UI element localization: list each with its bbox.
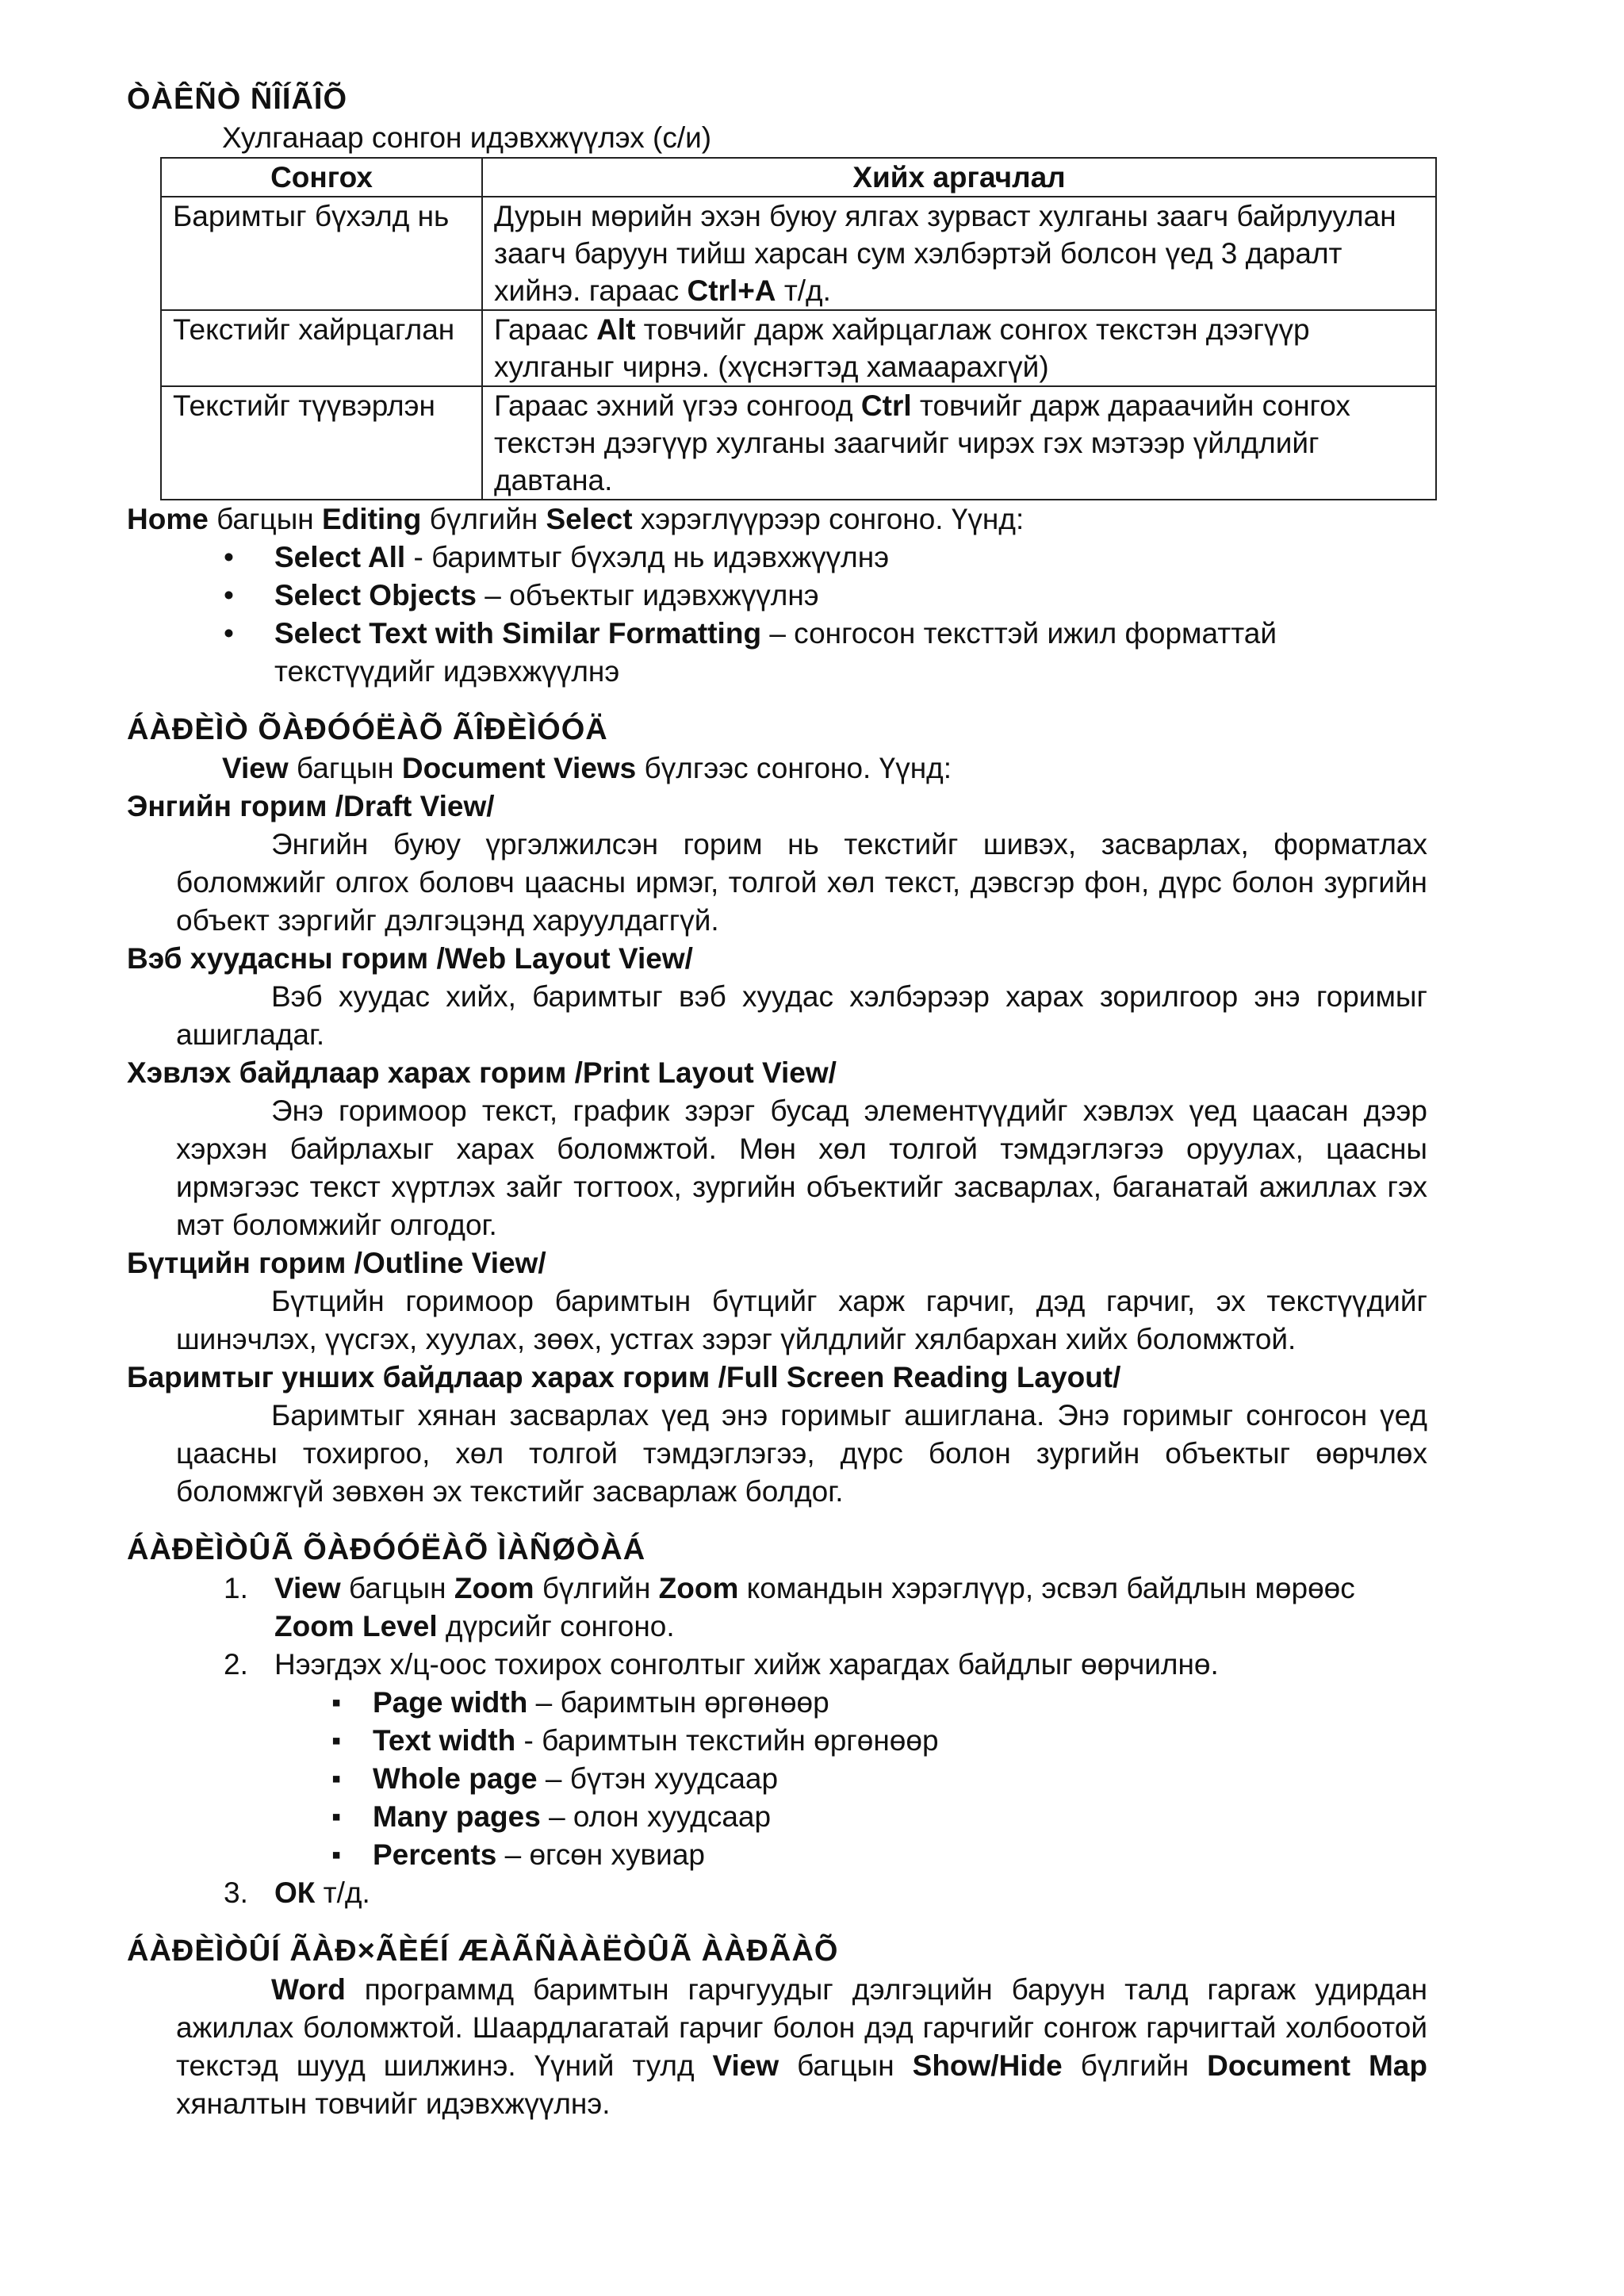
home-editing-line [127, 500, 1427, 539]
text: багцын [779, 2049, 913, 2082]
bold-term: Select Objects [274, 579, 477, 611]
step-number: 2. [224, 1648, 248, 1681]
bold-term: Page width [373, 1686, 528, 1719]
text: – баримтын өргөнөөр [527, 1686, 829, 1719]
mode-description: Вэб хуудас хийх, баримтыг вэб хуудас хэлбэрээр харах зорилгоор энэ горимыг ашигладаг. [176, 980, 1427, 1051]
cell-text: Дурын мөрийн эхэн буюу ялгах зурваст хулганы заагч байрлуулан заагч баруун тийш харсан сум хэлбэртэй болсон үед 3 даралт хийнэ. гараас [494, 200, 1396, 307]
table-cell [482, 386, 1436, 500]
zoom-options-list [274, 1684, 1427, 1874]
text: – объектыг идэвхжүүлнэ [477, 579, 819, 611]
cell-text: т/д. [776, 274, 831, 307]
list-item [373, 1836, 1427, 1874]
bold-term: Show/Hide [912, 2049, 1063, 2082]
text: командын хэрэглүүр, эсвэл байдлын мөрөөс [738, 1572, 1355, 1604]
mode-description: Бүтцийн горимоор баримтын бүтцийг харж гарчиг, дэд гарчиг, эх текстүүдийг шинэчлэх, үүсгэх, хуулах, зөөх, устгах зэрэг үйлдлийг хялбархан хийх боломжтой. [176, 1285, 1427, 1355]
table-cell: Текстийг хайрцаглан [161, 310, 482, 386]
bold-term: Editing [322, 503, 422, 535]
text: – өгсөн хувиар [496, 1838, 705, 1871]
mode-title: Баримтыг унших байдлаар харах горим /Full Screen Reading Layout/ [127, 1361, 1121, 1393]
list-item [224, 1646, 1427, 1874]
bold-term: Percents [373, 1838, 497, 1871]
bold-term: View [222, 752, 289, 784]
table-row [161, 386, 1436, 500]
bold-term: Zoom [658, 1572, 739, 1604]
text: – бүтэн хуудсаар [537, 1762, 779, 1795]
section-heading-view-modes: ÁÀÐÈÌÒ ÕÀÐÓÓËÀÕ ÃÎÐÈÌÓÓÄ [127, 713, 608, 746]
table-cell [482, 310, 1436, 386]
mode-title: Энгийн горим /Draft View/ [127, 790, 495, 822]
table-row [161, 197, 1436, 310]
bold-term: Select Text with Similar Formatting [274, 617, 762, 650]
bold-term: View [712, 2049, 779, 2082]
section-intro [127, 749, 1427, 788]
bold-term: Select [546, 503, 633, 535]
mode-description: Баримтыг хянан засварлах үед энэ горимыг ашиглана. Энэ горимыг сонгосон үед цаасны тохиргоо, хөл толгой тэмдэглэгээ, дүрс болон зургийн объектыг өөрчлөх боломжгүй зөвхөн эх текстийг засварлаж болдог. [176, 1399, 1427, 1508]
text: хэрэглүүрээр сонгоно. Үүнд: [632, 503, 1025, 535]
cell-text: Гараас [494, 313, 597, 346]
text: багцын [208, 503, 323, 535]
cell-bold-text: Ctrl+A [687, 274, 776, 307]
bold-term: Document Map [1207, 2049, 1427, 2082]
selection-table [160, 157, 1437, 500]
text: багцын [340, 1572, 454, 1604]
text: хяналтын товчийг идэвхжүүлнэ. [176, 2087, 611, 2120]
list-item [373, 1760, 1427, 1798]
bold-term: Whole page [373, 1762, 538, 1795]
bold-term: Word [271, 1973, 346, 2006]
bold-term: Many pages [373, 1800, 541, 1833]
list-item [274, 577, 1427, 615]
table-header-row [161, 158, 1436, 197]
mode-title: Бүтцийн горим /Outline View/ [127, 1247, 546, 1279]
table-header-cell: Сонгох [161, 158, 482, 197]
bold-term: Document Views [401, 752, 637, 784]
mode-title: Вэб хуудасны горим /Web Layout View/ [127, 942, 693, 975]
table-row [161, 310, 1436, 386]
section-intro: Хулганаар сонгон идэвхжүүлэх (с/и) [222, 121, 712, 154]
cell-text: товчийг дарж хайрцаглаж сонгох текстэн дээгүүр хулганыг чирнэ. (хүснэгтэд хамаарахгүй) [494, 313, 1310, 383]
select-options-list [127, 539, 1427, 691]
list-item [224, 1570, 1427, 1646]
bold-term: Zoom Level [274, 1610, 438, 1642]
bold-term: ОК [274, 1876, 316, 1909]
text: - баримтыг бүхэлд нь идэвхжүүлнэ [405, 541, 890, 573]
text: бүлгээс сонгоно. Үүнд: [636, 752, 952, 784]
section-heading-text-select: ÒÀÊÑÒ ÑÎÍÃÎÕ [127, 82, 348, 116]
mode-description: Энэ горимоор текст, график зэрэг бусад элементүүдийг хэвлэх үед цаасан дээр хэрхэн байрлахыг харах боломжтой. Мөн хөл толгой тэмдэглэгээ оруулах, цаасны ирмэгээс текст хүртлэх зайг тогтоох, зургийн объектийг засварлах, баганатай ажиллах гэх мэт боломжийг олгодог. [176, 1094, 1427, 1241]
cell-bold-text: Ctrl [860, 389, 912, 422]
text: – олон хуудсаар [540, 1800, 772, 1833]
section-heading-document-map: ÁÀÐÈÌÒÛÍ ÃÀÐ×ÃÈÉÍ ÆÀÃÑÀÀËÒÛÃ ÀÀÐÃÀÕ [127, 1934, 839, 1968]
text: программд баримтын гарчгуудыг дэлгэцийн баруун талд гаргаж удирдан ажиллах боломжтой. Шаардлагатай гарчиг болон дэд гарчгийг сонгож гарчигтай холбоотой текстэд шууд шилжинэ. Үүний тулд [176, 1973, 1427, 2082]
zoom-steps-list [127, 1570, 1427, 1912]
document-map-paragraph [127, 1971, 1427, 2123]
document-page [127, 79, 1427, 2123]
cell-text: Гараас эхний үгээ сонгоод [494, 389, 861, 422]
list-item [274, 615, 1427, 691]
bold-term: View [274, 1572, 341, 1604]
text: т/д. [315, 1876, 370, 1909]
table-cell [482, 197, 1436, 310]
list-item [224, 1874, 1427, 1912]
text: Нээгдэх х/ц-оос тохирох сонголтыг хийж харагдах байдлыг өөрчилнө. [274, 1648, 1219, 1681]
table-header-cell: Хийх аргачлал [482, 158, 1436, 197]
list-item [373, 1722, 1427, 1760]
bold-term: Home [127, 503, 209, 535]
step-number: 1. [224, 1572, 248, 1604]
text: - баримтын текстийн өргөнөөр [515, 1724, 939, 1757]
text: багцын [288, 752, 402, 784]
text: бүлгийн [1062, 2049, 1208, 2082]
step-number: 3. [224, 1876, 248, 1909]
section-heading-zoom: ÁÀÐÈÌÒÛÃ ÕÀÐÓÓËÀÕ ÌÀÑØÒÀÁ [127, 1533, 646, 1566]
mode-title: Хэвлэх байдлаар харах горим /Print Layout View/ [127, 1056, 837, 1089]
text: бүлгийн [534, 1572, 659, 1604]
list-item [373, 1798, 1427, 1836]
text: бүлгийн [421, 503, 546, 535]
list-item [274, 539, 1427, 577]
text: – сонгосон тексттэй ижил форматтай текстүүдийг идэвхжүүлнэ [274, 617, 1277, 688]
list-item [373, 1684, 1427, 1722]
cell-bold-text: Alt [596, 313, 636, 346]
table-cell: Баримтыг бүхэлд нь [161, 197, 482, 310]
bold-term: Select All [274, 541, 406, 573]
bold-term: Text width [373, 1724, 516, 1757]
text: дүрсийг сонгоно. [437, 1610, 675, 1642]
cell-text: товчийг дарж дараачийн сонгох текстэн дээгүүр хулганы заагчийг чирэх гэх мэтээр үйлдлийг давтана. [494, 389, 1350, 496]
bold-term: Zoom [454, 1572, 534, 1604]
table-cell: Текстийг түүвэрлэн [161, 386, 482, 500]
mode-description: Энгийн буюу үргэлжилсэн горим нь текстийг шивэх, засварлах, форматлах боломжийг олгох боловч цаасны ирмэг, толгой хөл текст, дэвсгэр фон, дүрс болон зургийн объект зэргийг дэлгэцэнд харуулдаггүй. [176, 828, 1427, 937]
